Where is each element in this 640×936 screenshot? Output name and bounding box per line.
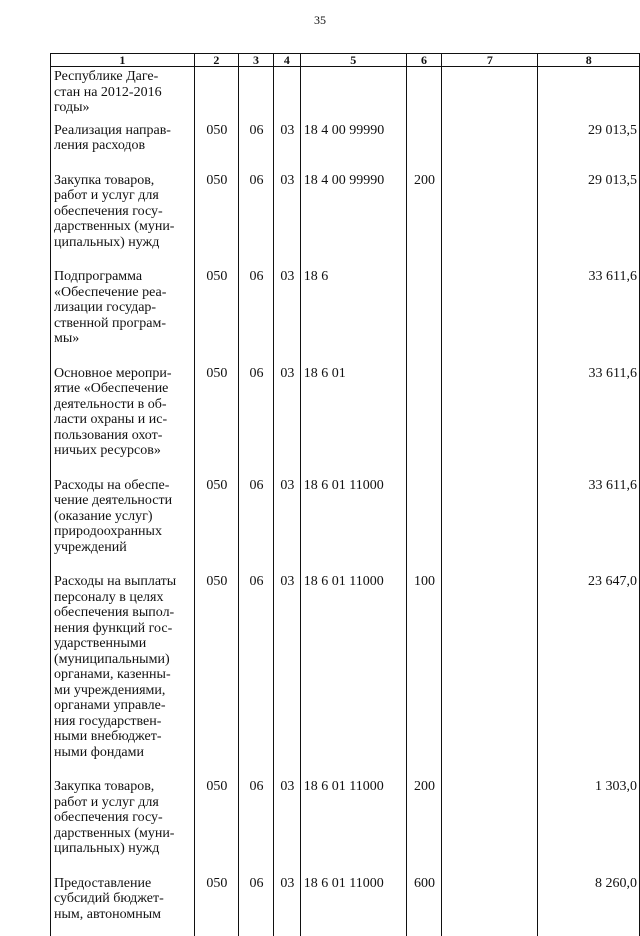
row-cell: 03 <box>274 171 301 268</box>
row-cell <box>300 67 406 121</box>
row-cell: 18 6 01 11000 <box>300 572 406 777</box>
column-header: 5 <box>300 54 406 67</box>
row-cell <box>406 267 442 364</box>
row-description: Предоставление субсидий бюджет- ным, автономным <box>51 874 195 936</box>
row-cell: 050 <box>194 777 238 874</box>
row-description: Республике Даге- стан на 2012-2016 годы» <box>51 67 195 121</box>
row-cell: 050 <box>194 267 238 364</box>
column-header: 3 <box>238 54 273 67</box>
row-description: Закупка товаров, работ и услуг для обеспечения госу- дарственных (муни- ципальных) нужд <box>51 171 195 268</box>
column-header: 8 <box>538 54 640 67</box>
row-cell: 18 6 01 <box>300 364 406 476</box>
row-description: Основное меропри- ятие «Обеспечение деятельности в об- ласти охраны и ис- пользования охот- ничьих ресурсов» <box>51 364 195 476</box>
row-cell <box>442 572 538 777</box>
row-description: Подпрограмма «Обеспечение реа- лизации государ- ственной програм- мы» <box>51 267 195 364</box>
row-cell: 050 <box>194 364 238 476</box>
row-cell: 06 <box>238 364 273 476</box>
row-cell <box>538 67 640 121</box>
row-cell: 03 <box>274 476 301 573</box>
row-cell <box>406 67 442 121</box>
row-cell: 050 <box>194 121 238 171</box>
row-cell: 29 013,5 <box>538 121 640 171</box>
row-cell: 29 013,5 <box>538 171 640 268</box>
column-header: 2 <box>194 54 238 67</box>
row-cell: 18 4 00 99990 <box>300 121 406 171</box>
row-cell: 050 <box>194 874 238 936</box>
row-description: Закупка товаров, работ и услуг для обеспечения госу- дарственных (муни- ципальных) нужд <box>51 777 195 874</box>
row-cell: 18 6 <box>300 267 406 364</box>
row-cell: 33 611,6 <box>538 476 640 573</box>
row-cell <box>406 364 442 476</box>
row-cell: 8 260,0 <box>538 874 640 936</box>
row-cell: 33 611,6 <box>538 267 640 364</box>
row-cell: 06 <box>238 121 273 171</box>
row-cell: 33 611,6 <box>538 364 640 476</box>
table-row <box>51 777 640 874</box>
row-description: Расходы на обеспе- чение деятельности (оказание услуг) природоохранных учреждений <box>51 476 195 573</box>
row-cell <box>442 121 538 171</box>
row-cell: 100 <box>406 572 442 777</box>
row-cell <box>442 476 538 573</box>
table-row <box>51 572 640 777</box>
row-cell: 23 647,0 <box>538 572 640 777</box>
row-cell <box>442 364 538 476</box>
row-cell: 18 6 01 11000 <box>300 777 406 874</box>
row-cell <box>442 267 538 364</box>
row-cell <box>274 67 301 121</box>
row-cell: 03 <box>274 121 301 171</box>
row-cell: 06 <box>238 874 273 936</box>
row-cell: 06 <box>238 171 273 268</box>
row-cell: 06 <box>238 267 273 364</box>
column-header: 6 <box>406 54 442 67</box>
row-cell: 03 <box>274 777 301 874</box>
table-body <box>51 67 640 936</box>
row-cell: 03 <box>274 572 301 777</box>
row-cell: 06 <box>238 777 273 874</box>
row-cell <box>406 476 442 573</box>
page-number: 35 <box>314 13 326 27</box>
row-cell: 03 <box>274 364 301 476</box>
row-cell: 050 <box>194 476 238 573</box>
row-cell <box>442 777 538 874</box>
row-cell: 200 <box>406 777 442 874</box>
header-row <box>51 54 640 67</box>
table-row <box>51 364 640 476</box>
table-row <box>51 121 640 171</box>
row-cell: 1 303,0 <box>538 777 640 874</box>
table-row <box>51 171 640 268</box>
row-cell <box>238 67 273 121</box>
column-header: 1 <box>51 54 195 67</box>
table-row <box>51 267 640 364</box>
row-cell: 050 <box>194 572 238 777</box>
row-cell <box>194 67 238 121</box>
row-cell: 050 <box>194 171 238 268</box>
row-cell: 200 <box>406 171 442 268</box>
row-cell: 03 <box>274 874 301 936</box>
row-cell: 18 6 01 11000 <box>300 874 406 936</box>
row-cell: 600 <box>406 874 442 936</box>
table-row <box>51 67 640 121</box>
row-cell: 03 <box>274 267 301 364</box>
row-cell: 18 6 01 11000 <box>300 476 406 573</box>
row-cell <box>442 171 538 268</box>
row-cell: 06 <box>238 476 273 573</box>
row-description: Реализация направ- ления расходов <box>51 121 195 171</box>
budget-table <box>50 53 640 936</box>
column-header: 7 <box>442 54 538 67</box>
row-cell <box>406 121 442 171</box>
row-cell: 18 4 00 99990 <box>300 171 406 268</box>
row-cell <box>442 67 538 121</box>
row-description: Расходы на выплаты персоналу в целях обеспечения выпол- нения функций гос- ударственными (муниципальными) органами, казенны- ми учреждениями, органами управле- ния государствен- ными внебюджет- ными фондами <box>51 572 195 777</box>
table-row <box>51 476 640 573</box>
column-header: 4 <box>274 54 301 67</box>
row-cell: 06 <box>238 572 273 777</box>
